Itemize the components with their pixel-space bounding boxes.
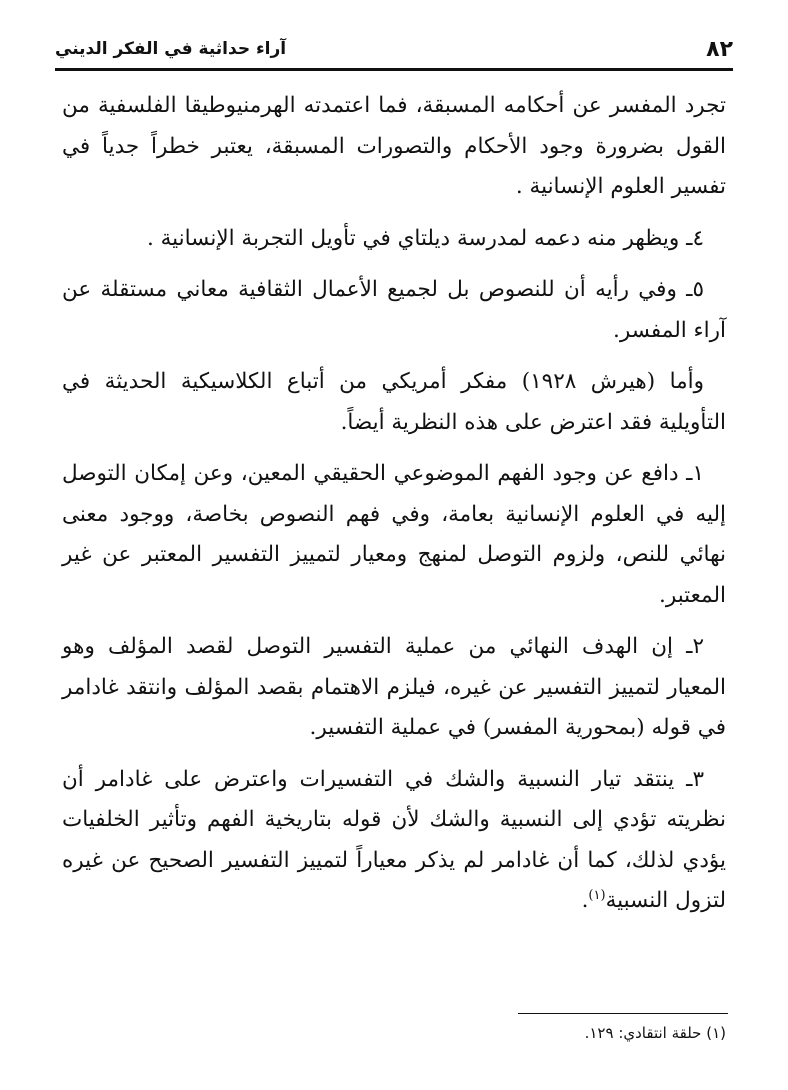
page-number: ٨٢ — [706, 36, 733, 62]
paragraph-end: . — [581, 888, 589, 913]
paragraph: ٥ـ وفي رأيه أن للنصوص بل لجميع الأعمال الثقافية معاني مستقلة عن آراء المفسر. — [62, 277, 726, 343]
paragraph: تجرد المفسر عن أحكامه المسبقة، فما اعتمدته الهرمنيوطيقا الفلسفية من القول بضرورة وجود الأحكام والتصورات المسبقة، يعتبر خطراً جدياً في تفسير العلوم الإنسانية . — [62, 93, 726, 199]
paragraph: ٢ـ إن الهدف النهائي من عملية التفسير التوصل لقصد المؤلف وهو المعيار لتمييز التفسير عن غيره، فيلزم الاهتمام بقصد المؤلف وانتقد غادامر في قوله (بمحورية المفسر) في عملية التفسير. — [62, 634, 726, 740]
footnote-marker[interactable]: (١) — [588, 887, 606, 903]
header-rule — [55, 68, 733, 71]
paragraph: وأما (هيرش ١٩٢٨) مفكر أمريكي من أتباع الكلاسيكية الحديثة في التأويلية فقد اعترض على هذه النظرية أيضاً. — [62, 369, 726, 435]
body-text — [62, 86, 726, 933]
paragraph: ١ـ دافع عن وجود الفهم الموضوعي الحقيقي المعين، وعن إمكان التوصل إليه في العلوم الإنسانية بعامة، وفي فهم النصوص بخاصة، ووجود معنى نهائي للنص، ولزوم التوصل لمنهج ومعيار لتمييز التفسير المعتبر عن غير المعتبر. — [62, 461, 726, 608]
paragraph-with-footnote — [62, 760, 726, 922]
paragraph: ٤ـ ويظهر منه دعمه لمدرسة ديلتاي في تأويل التجربة الإنسانية . — [146, 225, 704, 251]
footnote: (١) حلقة انتقادي: ١٢٩. — [584, 1024, 726, 1042]
paragraph-text: ٣ـ ينتقد تيار النسبية والشك في التفسيرات واعترض على غادامر أن نظريته تؤدي إلى النسبية والشك لأن قوله بتاريخية الفهم وتأثير الخلفيات يؤدي لذلك، كما أن غادامر لم يذكر معياراً لتمييز التفسير الصحيح عن غيره لتزول النسبية — [62, 766, 726, 913]
running-title: آراء حداثية في الفكر الديني — [55, 39, 287, 59]
page-header — [55, 32, 733, 66]
footnote-rule — [518, 1013, 728, 1014]
